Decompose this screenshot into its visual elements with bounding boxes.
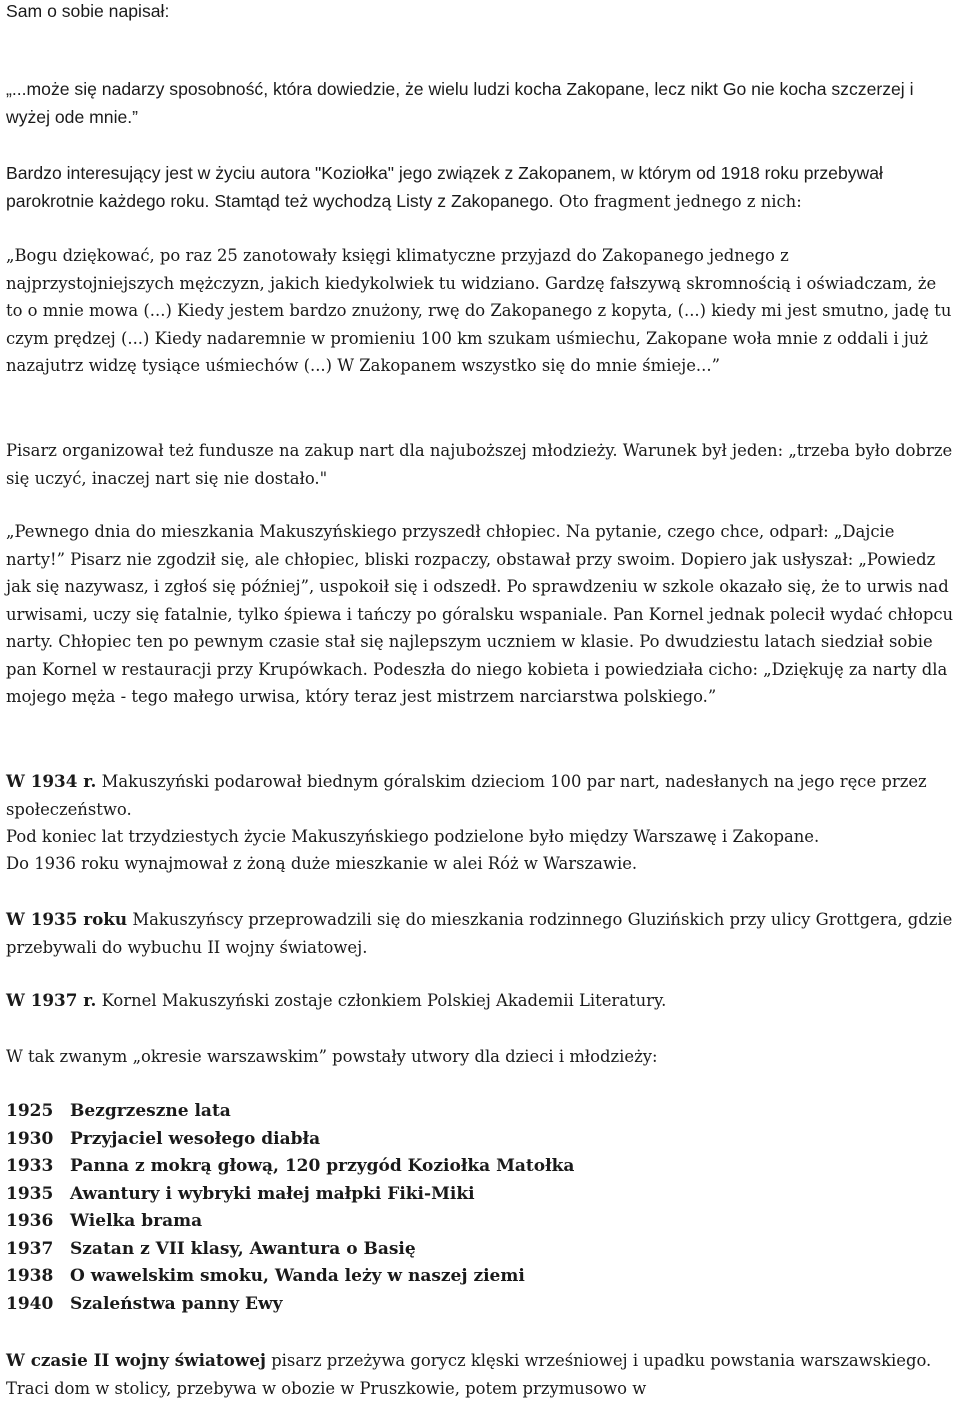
year-1935-label: W 1935 roku bbox=[6, 909, 128, 929]
book-title: Wielka brama bbox=[70, 1211, 203, 1231]
book-title: Przyjaciel wesołego diabła bbox=[70, 1128, 321, 1149]
zakopane-letter: „Bogu dziękować, po raz 25 zanotowały księgi klimatyczne przyjazd do Zakopanego jednego z najprzystojniejszych mężczyzn, jakich kiedykolwiek tu widziano. Gardzę fałszywą skromnością i oświadczam, że to o mnie mowa (...) Kiedy jestem bardzo znużony, rwę do Zakopanego z kopyta, (...) kiedy mi jest smutno, jadę tu czym prędzej (...) Kiedy nadaremnie w promieniu 100 km szukam uśmiechu, Zakopane woła mnie z oddali i już nazajutrz widzę tysiące uśmiechów (...) W Zakopanem wszystko się do mnie śmieje...” bbox=[6, 246, 952, 375]
book-item bbox=[6, 1291, 954, 1319]
book-item bbox=[6, 1098, 954, 1126]
book-item bbox=[6, 1126, 954, 1154]
warsaw-period-intro: W tak zwanym „okresie warszawskim” powstały utwory dla dzieci i młodzieży: bbox=[6, 1047, 658, 1066]
book-item bbox=[6, 1153, 954, 1181]
boy-story-paragraph: „Pewnego dnia do mieszkania Makuszyńskiego przyszedł chłopiec. Na pytanie, czego chce, odparł: „Dajcie narty!” Pisarz nie zgodził się, ale chłopiec, bliski rozpaczy, obstawał przy swoim. Dopiero jak usłyszał: „Powiedz jak się nazywasz, i zgłoś się później”, uspokoił się i odszedł. Po sprawdzeniu w szkole okazało się, że to urwis nad urwisami, uczy się fatalnie, tylko śpiewa i tańczy po góralsku wspaniale. Pan Kornel jednak polecił wydać chłopcu narty. Chłopiec ten po pewnym czasie stał się najlepszym uczniem w klasie. Po dwudziestu latach siedział sobie pan Kornel w restauracji przy Krupówkach. Podeszła do niego kobieta i powiedziała cicho: „Dziękuję za narty dla mojego męża - tego małego urwisa, który teraz jest mistrzem narciarstwa polskiego.” bbox=[6, 522, 954, 706]
year-1937-label: W 1937 r. bbox=[6, 990, 97, 1010]
book-item bbox=[6, 1181, 954, 1209]
book-year: 1937 bbox=[6, 1238, 54, 1259]
zakopane-paragraph-serif: Oto fragment jednego z nich: bbox=[553, 191, 802, 211]
book-item bbox=[6, 1208, 954, 1236]
intro-heading: Sam o sobie napisał: bbox=[6, 1, 170, 21]
book-title: Szaleństwa panny Ewy bbox=[70, 1293, 283, 1314]
book-year: 1930 bbox=[6, 1128, 54, 1149]
book-year: 1933 bbox=[6, 1156, 54, 1176]
year-1934-label: W 1934 r. bbox=[6, 771, 97, 791]
book-year: 1940 bbox=[6, 1293, 54, 1314]
year-1935-text: Makuszyńscy przeprowadzili się do mieszkania rodzinnego Gluzińskich przy ulicy Grottgera, gdzie przebywali do wybuchu II wojny światowej. bbox=[6, 910, 953, 957]
war-paragraph bbox=[6, 1347, 954, 1402]
year-1937-text: Kornel Makuszyński zostaje członkiem Polskiej Akademii Literatury. bbox=[96, 991, 667, 1010]
zakopane-paragraph-sans: Bardzo interesujący jest w życiu autora "Koziołka" jego związek z Zakopanem, w którym od 1918 roku przebywał parokrotnie każdego roku. Stamtąd też wychodzą Listy z Zakopanego. bbox=[6, 163, 883, 211]
book-year: 1938 bbox=[6, 1266, 54, 1286]
book-item bbox=[6, 1263, 954, 1291]
book-title: Bezgrzeszne lata bbox=[70, 1101, 231, 1121]
year-1935-paragraph bbox=[6, 906, 954, 961]
ski-fund-paragraph: Pisarz organizował też fundusze na zakup nart dla najuboższej młodzieży. Warunek był jeden: „trzeba było dobrze się uczyć, inaczej nart się nie dostało." bbox=[6, 441, 953, 488]
book-list bbox=[6, 1098, 954, 1318]
war-text: pisarz przeżywa gorycz klęski wrześniowej i upadku powstania warszawskiego. Traci dom w stolicy, przebywa w obozie w Pruszkowie, potem przymusowo w bbox=[6, 1351, 932, 1398]
book-title: O wawelskim smoku, Wanda leży w naszej ziemi bbox=[70, 1266, 525, 1286]
book-year: 1925 bbox=[6, 1101, 54, 1121]
book-item bbox=[6, 1236, 954, 1264]
year-1934-text: Makuszyński podarował biednym góralskim dzieciom 100 par nart, nadesłanych na jego ręce przez społeczeństwo. bbox=[6, 772, 927, 819]
year-1934-paragraph bbox=[6, 768, 954, 823]
year-1937-paragraph bbox=[6, 987, 954, 1015]
book-year: 1935 bbox=[6, 1183, 54, 1204]
book-year: 1936 bbox=[6, 1211, 54, 1231]
book-title: Panna z mokrą głową, 120 przygód Koziołka Matołka bbox=[70, 1156, 575, 1176]
intro-quote: „...może się nadarzy sposobność, która dowiedzie, że wielu ludzi kocha Zakopane, lecz nikt Go nie kocha szczerzej i wyżej ode mnie.” bbox=[6, 79, 914, 127]
war-label: W czasie II wojny światowej bbox=[6, 1350, 266, 1370]
book-title: Szatan z VII klasy, Awantura o Basię bbox=[70, 1238, 416, 1259]
warsaw-apartment-line: Do 1936 roku wynajmował z żoną duże mieszkanie w alei Róż w Warszawie. bbox=[6, 854, 638, 873]
split-life-line: Pod koniec lat trzydziestych życie Makuszyńskiego podzielone było między Warszawę i Zakopane. bbox=[6, 827, 820, 846]
zakopane-paragraph bbox=[6, 160, 954, 215]
book-title: Awantury i wybryki małej małpki Fiki-Miki bbox=[70, 1183, 475, 1204]
